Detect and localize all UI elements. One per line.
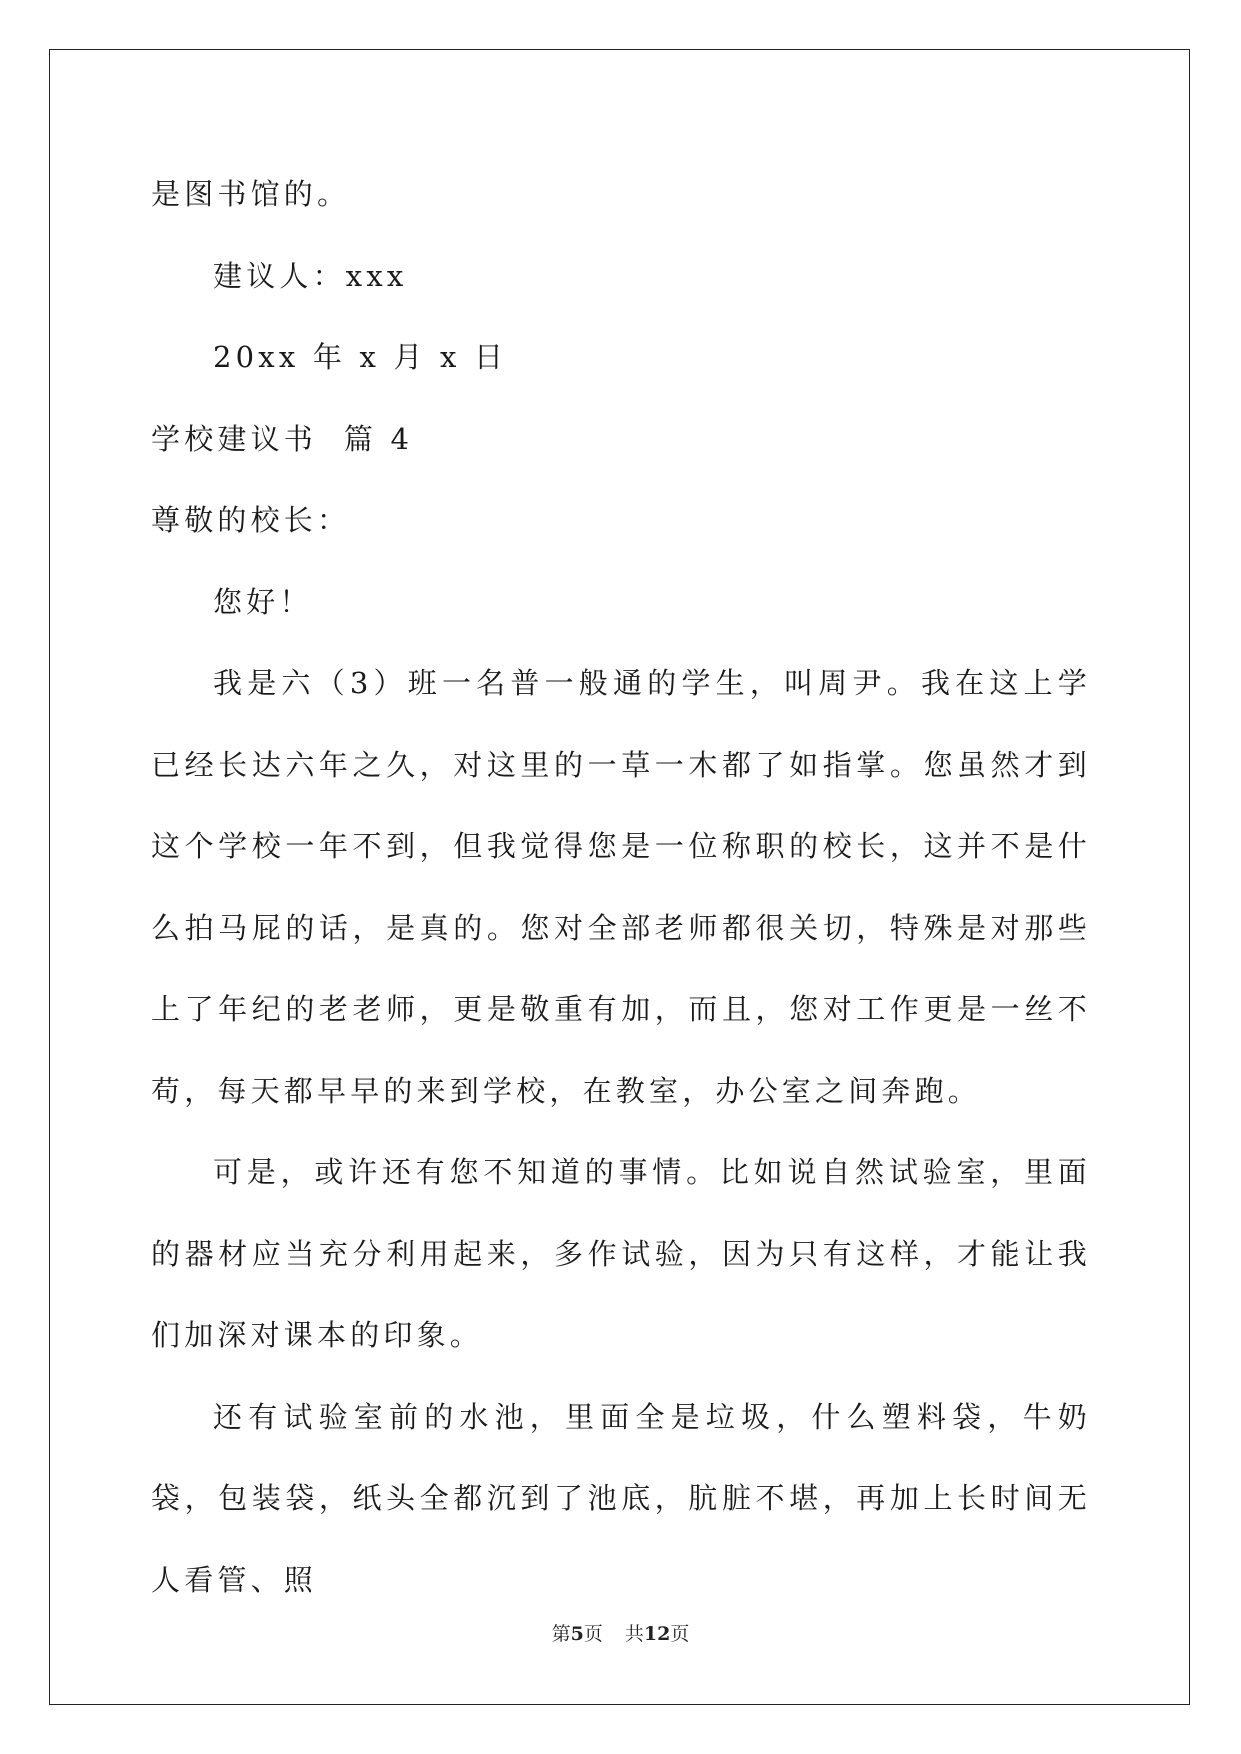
- page-suffix: 页: [583, 1623, 603, 1645]
- signature-line: 建议人：xxx: [213, 258, 408, 293]
- greeting: 您好！: [213, 584, 313, 619]
- page-prefix: 第: [551, 1623, 571, 1645]
- page-number: 5: [570, 1623, 584, 1645]
- date-line: 20xx 年 x 月 x 日: [213, 340, 508, 374]
- document-body: [151, 154, 1091, 1621]
- section-heading: 学校建议书 篇 4: [151, 421, 414, 456]
- total-prefix: 共: [624, 1623, 644, 1645]
- page-footer: [0, 1619, 1241, 1646]
- total-suffix: 页: [670, 1623, 690, 1645]
- paragraph: 我是六（3）班一名普一般通的学生，叫周尹。我在这上学已经长达六年之久，对这里的一草一木都了如指掌。您虽然才到这个学校一年不到，但我觉得您是一位称职的校长，这并不是什么拍马屁的话，是真的。您对全部老师都很关切，特殊是对那些上了年纪的老老师，更是敬重有加，而且，您对工作更是一丝不苟，每天都早早的来到学校，在教室，办公室之间奔跑。: [151, 666, 1091, 1108]
- paragraph: 可是，或许还有您不知道的事情。比如说自然试验室，里面的器材应当充分利用起来，多作试验，因为只有这样，才能让我们加深对课本的印象。: [151, 1155, 1091, 1352]
- total-pages: 12: [643, 1623, 671, 1645]
- paragraph: 还有试验室前的水池，里面全是垃圾，什么塑料袋，牛奶袋，包装袋，纸头全都沉到了池底，肮脏不堪，再加上长时间无人看管、照: [151, 1399, 1091, 1597]
- salutation: 尊敬的校长：: [151, 503, 351, 537]
- paragraph: 是图书馆的。: [151, 177, 351, 211]
